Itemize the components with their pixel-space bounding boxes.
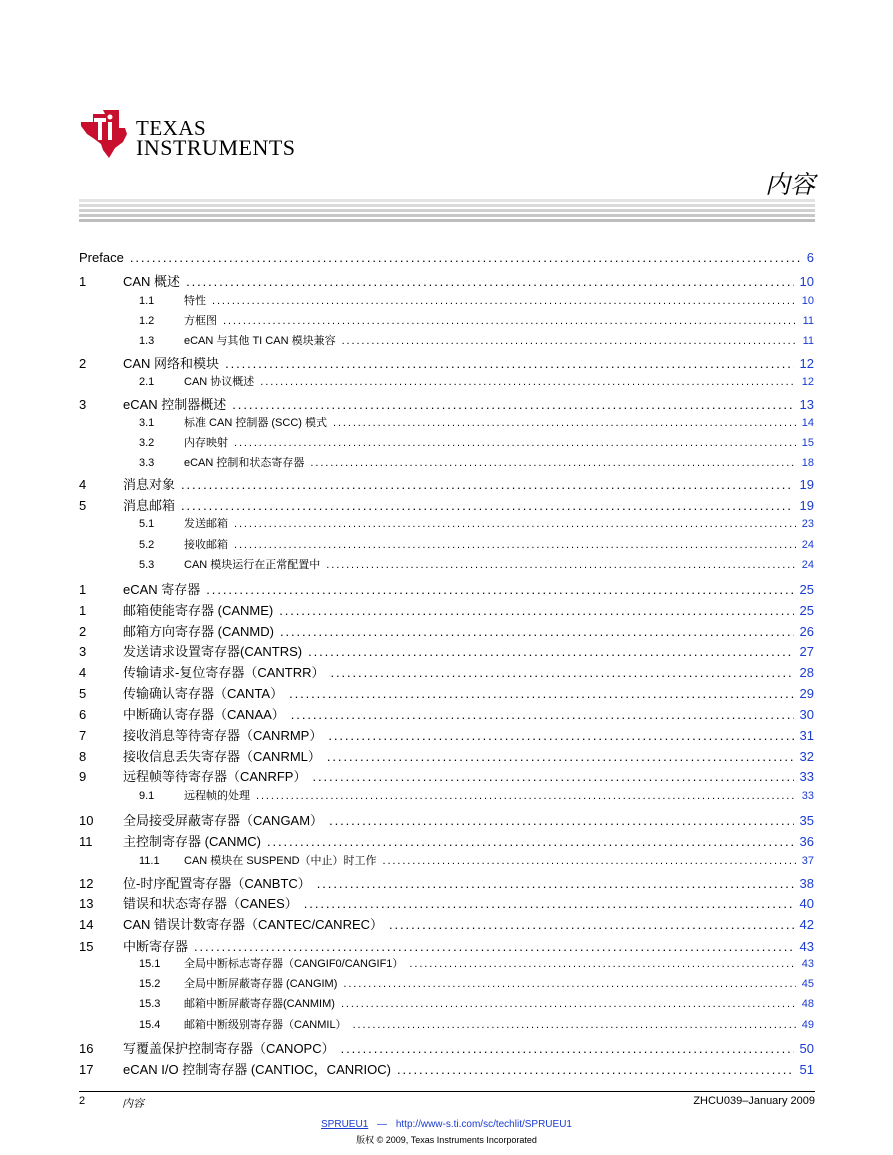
toc-entry[interactable] (79, 312, 814, 328)
toc-leader-dots (181, 477, 794, 492)
toc-entry-title: 方框图 (184, 315, 217, 327)
toc-entry-title: 写覆盖保护控制寄存器（CANOPC） (123, 1041, 335, 1056)
toc-leader-dots (256, 790, 796, 802)
toc-entry-title: 全局中断标志寄存器（CANGIF0/CANGIF1） (184, 958, 404, 970)
toc-entry-number: 2 (79, 624, 87, 639)
toc-entry[interactable] (79, 515, 814, 531)
toc-entry-title: 邮箱方向寄存器 (CANMD) (123, 624, 274, 639)
toc-entry-title: 接收信息丢失寄存器（CANRML） (123, 749, 321, 764)
toc-page-link[interactable]: 25 (799, 582, 814, 597)
toc-entry[interactable] (79, 810, 814, 829)
toc-entry-title: CAN 协议概述 (184, 376, 255, 388)
toc-entry[interactable] (79, 995, 814, 1011)
toc-leader-dots (206, 582, 793, 597)
toc-entry-title: 传输确认寄存器（CANTA） (123, 686, 284, 701)
toc-entry[interactable] (79, 662, 814, 681)
copyright-notice: 版权 © 2009, Texas Instruments Incorporated (356, 1135, 537, 1145)
toc-page-link[interactable]: 51 (799, 1062, 814, 1077)
toc-entry-title: 邮箱中断屏蔽寄存器(CANMIM) (184, 998, 335, 1010)
toc-leader-dots (289, 686, 793, 701)
toc-leader-dots (341, 998, 796, 1010)
toc-entry-number: 1 (79, 274, 87, 289)
toc-leader-dots (343, 978, 795, 990)
toc-leader-dots (328, 728, 793, 743)
toc-entry-number: 9 (79, 769, 87, 784)
toc-entry-title: 接收邮箱 (184, 539, 228, 551)
toc-entry-title: eCAN I/O 控制寄存器 (CANTIOC，CANRIOC) (123, 1062, 391, 1077)
footer-page-number: 2 (79, 1095, 86, 1107)
toc-page-link[interactable]: 25 (799, 603, 814, 618)
toc-leader-dots (341, 1041, 794, 1056)
toc-entry[interactable] (79, 787, 814, 803)
toc-entry[interactable] (79, 373, 814, 389)
toc-page-link[interactable]: 32 (799, 749, 814, 764)
toc-leader-dots (310, 457, 795, 469)
toc-leader-dots (232, 397, 793, 412)
toc-page-link[interactable]: 37 (801, 855, 814, 867)
toc-leader-dots (234, 539, 796, 551)
toc-page-link[interactable]: 42 (799, 917, 814, 932)
toc-entry-title: 位-时序配置寄存器（CANBTC） (123, 876, 311, 891)
toc-entry-number: 5.1 (139, 518, 155, 530)
toc-entry-title: eCAN 与其他 TI CAN 模块兼容 (184, 335, 336, 347)
toc-entry[interactable] (79, 1016, 814, 1032)
toc-entry[interactable] (79, 292, 814, 308)
toc-entry[interactable] (79, 893, 814, 912)
toc-leader-dots (212, 295, 796, 307)
toc-entry-title: CAN 概述 (123, 274, 181, 289)
footer-section: 内容 (122, 1097, 144, 1110)
toc-leader-dots (308, 644, 793, 659)
toc-entry-title: 发送邮箱 (184, 518, 228, 530)
toc-entry-number: 3.3 (139, 457, 155, 469)
toc-entry-title: CAN 模块运行在正常配置中 (184, 559, 321, 571)
toc-page-link[interactable]: 43 (801, 958, 814, 970)
header-rule-bars (79, 199, 815, 224)
link-doc-id[interactable]: SPRUEU1 (321, 1119, 369, 1130)
toc-leader-dots (234, 518, 796, 530)
toc-entry-title: eCAN 控制器概述 (123, 397, 227, 412)
toc-entry-number: 16 (79, 1041, 94, 1056)
toc-entry-title: CAN 错误计数寄存器（CANTEC/CANREC） (123, 917, 384, 932)
toc-entry[interactable] (79, 683, 814, 702)
toc-leader-dots (304, 896, 794, 911)
toc-page-link[interactable]: 12 (801, 376, 814, 388)
toc-entry-number: 3 (79, 644, 87, 659)
toc-leader-dots (326, 559, 795, 571)
toc-entry-number: 2 (79, 356, 87, 371)
toc-entry-title: 发送请求设置寄存器(CANTRS) (123, 644, 303, 659)
toc-leader-dots (397, 1062, 794, 1077)
toc-entry-number: 6 (79, 707, 87, 722)
toc-leader-dots (234, 437, 796, 449)
page-title: 内容 (764, 170, 815, 199)
toc-page-link[interactable]: 29 (799, 686, 814, 701)
toc-leader-dots (194, 939, 794, 954)
toc-entry-title: 主控制寄存器 (CANMC) (123, 834, 261, 849)
toc-entry-number: 5 (79, 686, 87, 701)
toc-entry-number: 1 (79, 582, 87, 597)
toc-entry-title: 中断确认寄存器（CANAA） (123, 707, 285, 722)
toc-entry-number: 9.1 (139, 790, 155, 802)
toc-entry-title: CAN 网络和模块 (123, 356, 220, 371)
toc-leader-dots (267, 834, 794, 849)
toc-entry[interactable] (79, 434, 814, 450)
toc-leader-dots (329, 813, 793, 828)
toc-entry-title: 全局接受屏蔽寄存器（CANGAM） (123, 813, 324, 828)
toc-entry-title: 消息对象 (123, 477, 176, 492)
toc-entry-number: 15 (79, 939, 94, 954)
toc-page-link[interactable]: 30 (799, 707, 814, 722)
toc-entry-title: CAN 模块在 SUSPEND（中止）时工作 (184, 855, 377, 867)
toc-page-link[interactable]: 45 (801, 978, 814, 990)
toc-entry-number: 5.2 (139, 539, 155, 551)
toc-entry-title: 远程帧的处理 (184, 790, 250, 802)
toc-entry[interactable] (79, 621, 814, 640)
toc-entry-number: 11.1 (139, 855, 160, 867)
toc-entry-title: 消息邮箱 (123, 498, 176, 513)
toc-entry[interactable] (79, 873, 814, 892)
toc-entry[interactable] (79, 725, 814, 744)
toc-entry[interactable] (79, 746, 814, 765)
toc-entry[interactable] (79, 250, 814, 265)
toc-page-link[interactable]: 36 (799, 834, 814, 849)
toc-leader-dots (181, 498, 794, 513)
toc-leader-dots (280, 624, 794, 639)
toc-entry[interactable] (79, 936, 814, 955)
toc-leader-dots (383, 855, 796, 867)
toc-entry[interactable] (79, 975, 814, 991)
toc-entry[interactable] (79, 641, 814, 660)
toc-page-link[interactable]: 19 (799, 498, 814, 513)
toc-entry[interactable] (79, 495, 814, 514)
toc-entry-number: 1.1 (139, 295, 155, 307)
toc-entry-title: 远程帧等待寄存器（CANRFP） (123, 769, 307, 784)
toc-entry[interactable] (79, 332, 814, 348)
toc-leader-dots (327, 749, 794, 764)
toc-leader-dots (331, 665, 794, 680)
toc-page-link[interactable]: 27 (799, 644, 814, 659)
toc-leader-dots (223, 315, 797, 327)
link-url[interactable]: http://www-s.ti.com/sc/techlit/SPRUEU1 (395, 1119, 572, 1130)
toc-entry-number: 4 (79, 477, 87, 492)
toc-entry-number: 12 (79, 876, 94, 891)
toc-entry[interactable] (79, 1059, 814, 1078)
toc-entry-title: eCAN 控制和状态寄存器 (184, 457, 305, 469)
toc-page-link[interactable]: 31 (799, 728, 814, 743)
toc-entry[interactable] (79, 394, 814, 413)
toc-entry-number: 2.1 (139, 376, 155, 388)
toc-entry[interactable] (79, 766, 814, 785)
toc-entry-number: 3.1 (139, 417, 155, 429)
toc-leader-dots (186, 274, 793, 289)
toc-page-link[interactable]: 28 (799, 665, 814, 680)
toc-entry[interactable] (79, 474, 814, 493)
toc-page-link[interactable]: 11 (802, 335, 814, 347)
toc-page-link[interactable]: 10 (801, 295, 814, 307)
toc-entry-title: eCAN 寄存器 (123, 582, 201, 597)
ti-logo (79, 108, 309, 164)
toc-leader-dots (279, 603, 793, 618)
toc-leader-dots (291, 707, 794, 722)
logo-line2: INSTRUMENTS (136, 135, 296, 160)
toc-leader-dots (389, 917, 794, 932)
logo-line1: TEXAS (136, 116, 207, 140)
toc-entry-number: 1 (79, 603, 87, 618)
ti-wordmark (136, 118, 296, 158)
toc-page-link[interactable]: 38 (799, 876, 814, 891)
toc-entry-number: 10 (79, 813, 94, 828)
toc-entry-title: 特性 (184, 295, 206, 307)
toc-entry-number: 1.3 (139, 335, 155, 347)
toc-entry-title: 中断寄存器 (123, 939, 189, 954)
toc-entry-title: 全局中断屏蔽寄存器 (CANGIM) (184, 978, 338, 990)
toc-entry-number: 7 (79, 728, 87, 743)
toc-entry-title: 标准 CAN 控制器 (SCC) 模式 (184, 417, 327, 429)
toc-entry[interactable] (79, 353, 814, 372)
toc-page-link[interactable]: 50 (799, 1041, 814, 1056)
footer-doc-id: ZHCU039–January 2009 (693, 1095, 815, 1107)
toc-entry-number: 15.2 (139, 978, 161, 990)
toc-entry[interactable] (79, 536, 814, 552)
toc-entry-number: 15.4 (139, 1019, 161, 1031)
toc-page-link[interactable]: 15 (801, 437, 814, 449)
toc-entry-number: 3 (79, 397, 87, 412)
toc-page-link[interactable]: 43 (799, 939, 814, 954)
toc-entry[interactable] (79, 955, 814, 971)
toc-page-link[interactable]: 24 (801, 539, 814, 551)
toc-page-link[interactable]: 14 (801, 417, 814, 429)
toc-entry[interactable] (79, 271, 814, 290)
toc-leader-dots (342, 335, 797, 347)
toc-page-link[interactable]: 12 (799, 356, 814, 371)
toc-entry[interactable] (79, 914, 814, 933)
toc-leader-dots (312, 769, 793, 784)
toc-entry-number: 14 (79, 917, 94, 932)
toc-entry-title: 错误和状态寄存器（CANES） (123, 896, 298, 911)
toc-entry-title: 传输请求-复位寄存器（CANTRR） (123, 665, 325, 680)
toc-entry[interactable] (79, 600, 814, 619)
toc-page-link[interactable]: 13 (799, 397, 814, 412)
toc-leader-dots (409, 958, 795, 970)
toc-entry-number: 8 (79, 749, 87, 764)
toc-page-link[interactable]: 40 (799, 896, 814, 911)
toc-page-link[interactable]: 33 (801, 790, 814, 802)
toc-page-link[interactable]: 11 (802, 315, 814, 327)
toc-entry[interactable] (79, 556, 814, 572)
toc-entry-number: 5.3 (139, 559, 155, 571)
toc-entry-number: 1.2 (139, 315, 155, 327)
toc-entry-number: 15.1 (139, 958, 161, 970)
toc-leader-dots (130, 250, 801, 265)
toc-entry-number: 4 (79, 665, 87, 680)
toc-page-link[interactable]: 49 (801, 1019, 814, 1031)
toc-page-link[interactable]: 26 (799, 624, 814, 639)
toc-entry-number: 5 (79, 498, 87, 513)
toc-entry-title: 接收消息等待寄存器（CANRMP） (123, 728, 323, 743)
ti-logo-icon (79, 108, 129, 160)
toc-entry-title: 内存映射 (184, 437, 228, 449)
toc-entry-title: 邮箱中断级别寄存器（CANMIL） (184, 1019, 347, 1031)
toc-page-link[interactable]: 18 (801, 457, 814, 469)
toc-entry-title: 邮箱使能寄存器 (CANME) (123, 603, 274, 618)
toc-page-link[interactable]: 48 (801, 998, 814, 1010)
toc-entry-number: 13 (79, 896, 94, 911)
toc-page-link[interactable]: 23 (801, 518, 814, 530)
footer-rule (79, 1091, 815, 1092)
toc-page-link[interactable]: 19 (799, 477, 814, 492)
toc-entry-number: 3.2 (139, 437, 155, 449)
link-separator: — (377, 1119, 388, 1130)
toc-entry[interactable] (79, 579, 814, 598)
toc-page-link[interactable]: 24 (801, 559, 814, 571)
toc-entry-number: 11 (79, 834, 93, 849)
toc-entry[interactable] (79, 1038, 814, 1057)
toc-entry[interactable] (79, 831, 814, 850)
toc-entry[interactable] (79, 704, 814, 723)
toc-page-link[interactable]: 10 (799, 274, 814, 289)
toc-leader-dots (225, 356, 793, 371)
toc-entry-number: Preface (79, 250, 124, 265)
document-link (0, 1119, 893, 1130)
toc-leader-dots (317, 876, 794, 891)
toc-entry[interactable] (79, 852, 814, 868)
toc-page-link[interactable]: 6 (806, 250, 814, 265)
toc-entry[interactable] (79, 414, 814, 430)
toc-page-link[interactable]: 33 (799, 769, 814, 784)
toc-entry-number: 15.3 (139, 998, 161, 1010)
toc-leader-dots (353, 1019, 796, 1031)
toc-entry-number: 17 (79, 1062, 94, 1077)
toc-entry[interactable] (79, 454, 814, 470)
toc-leader-dots (333, 417, 796, 429)
toc-leader-dots (260, 376, 795, 388)
toc-page-link[interactable]: 35 (799, 813, 814, 828)
